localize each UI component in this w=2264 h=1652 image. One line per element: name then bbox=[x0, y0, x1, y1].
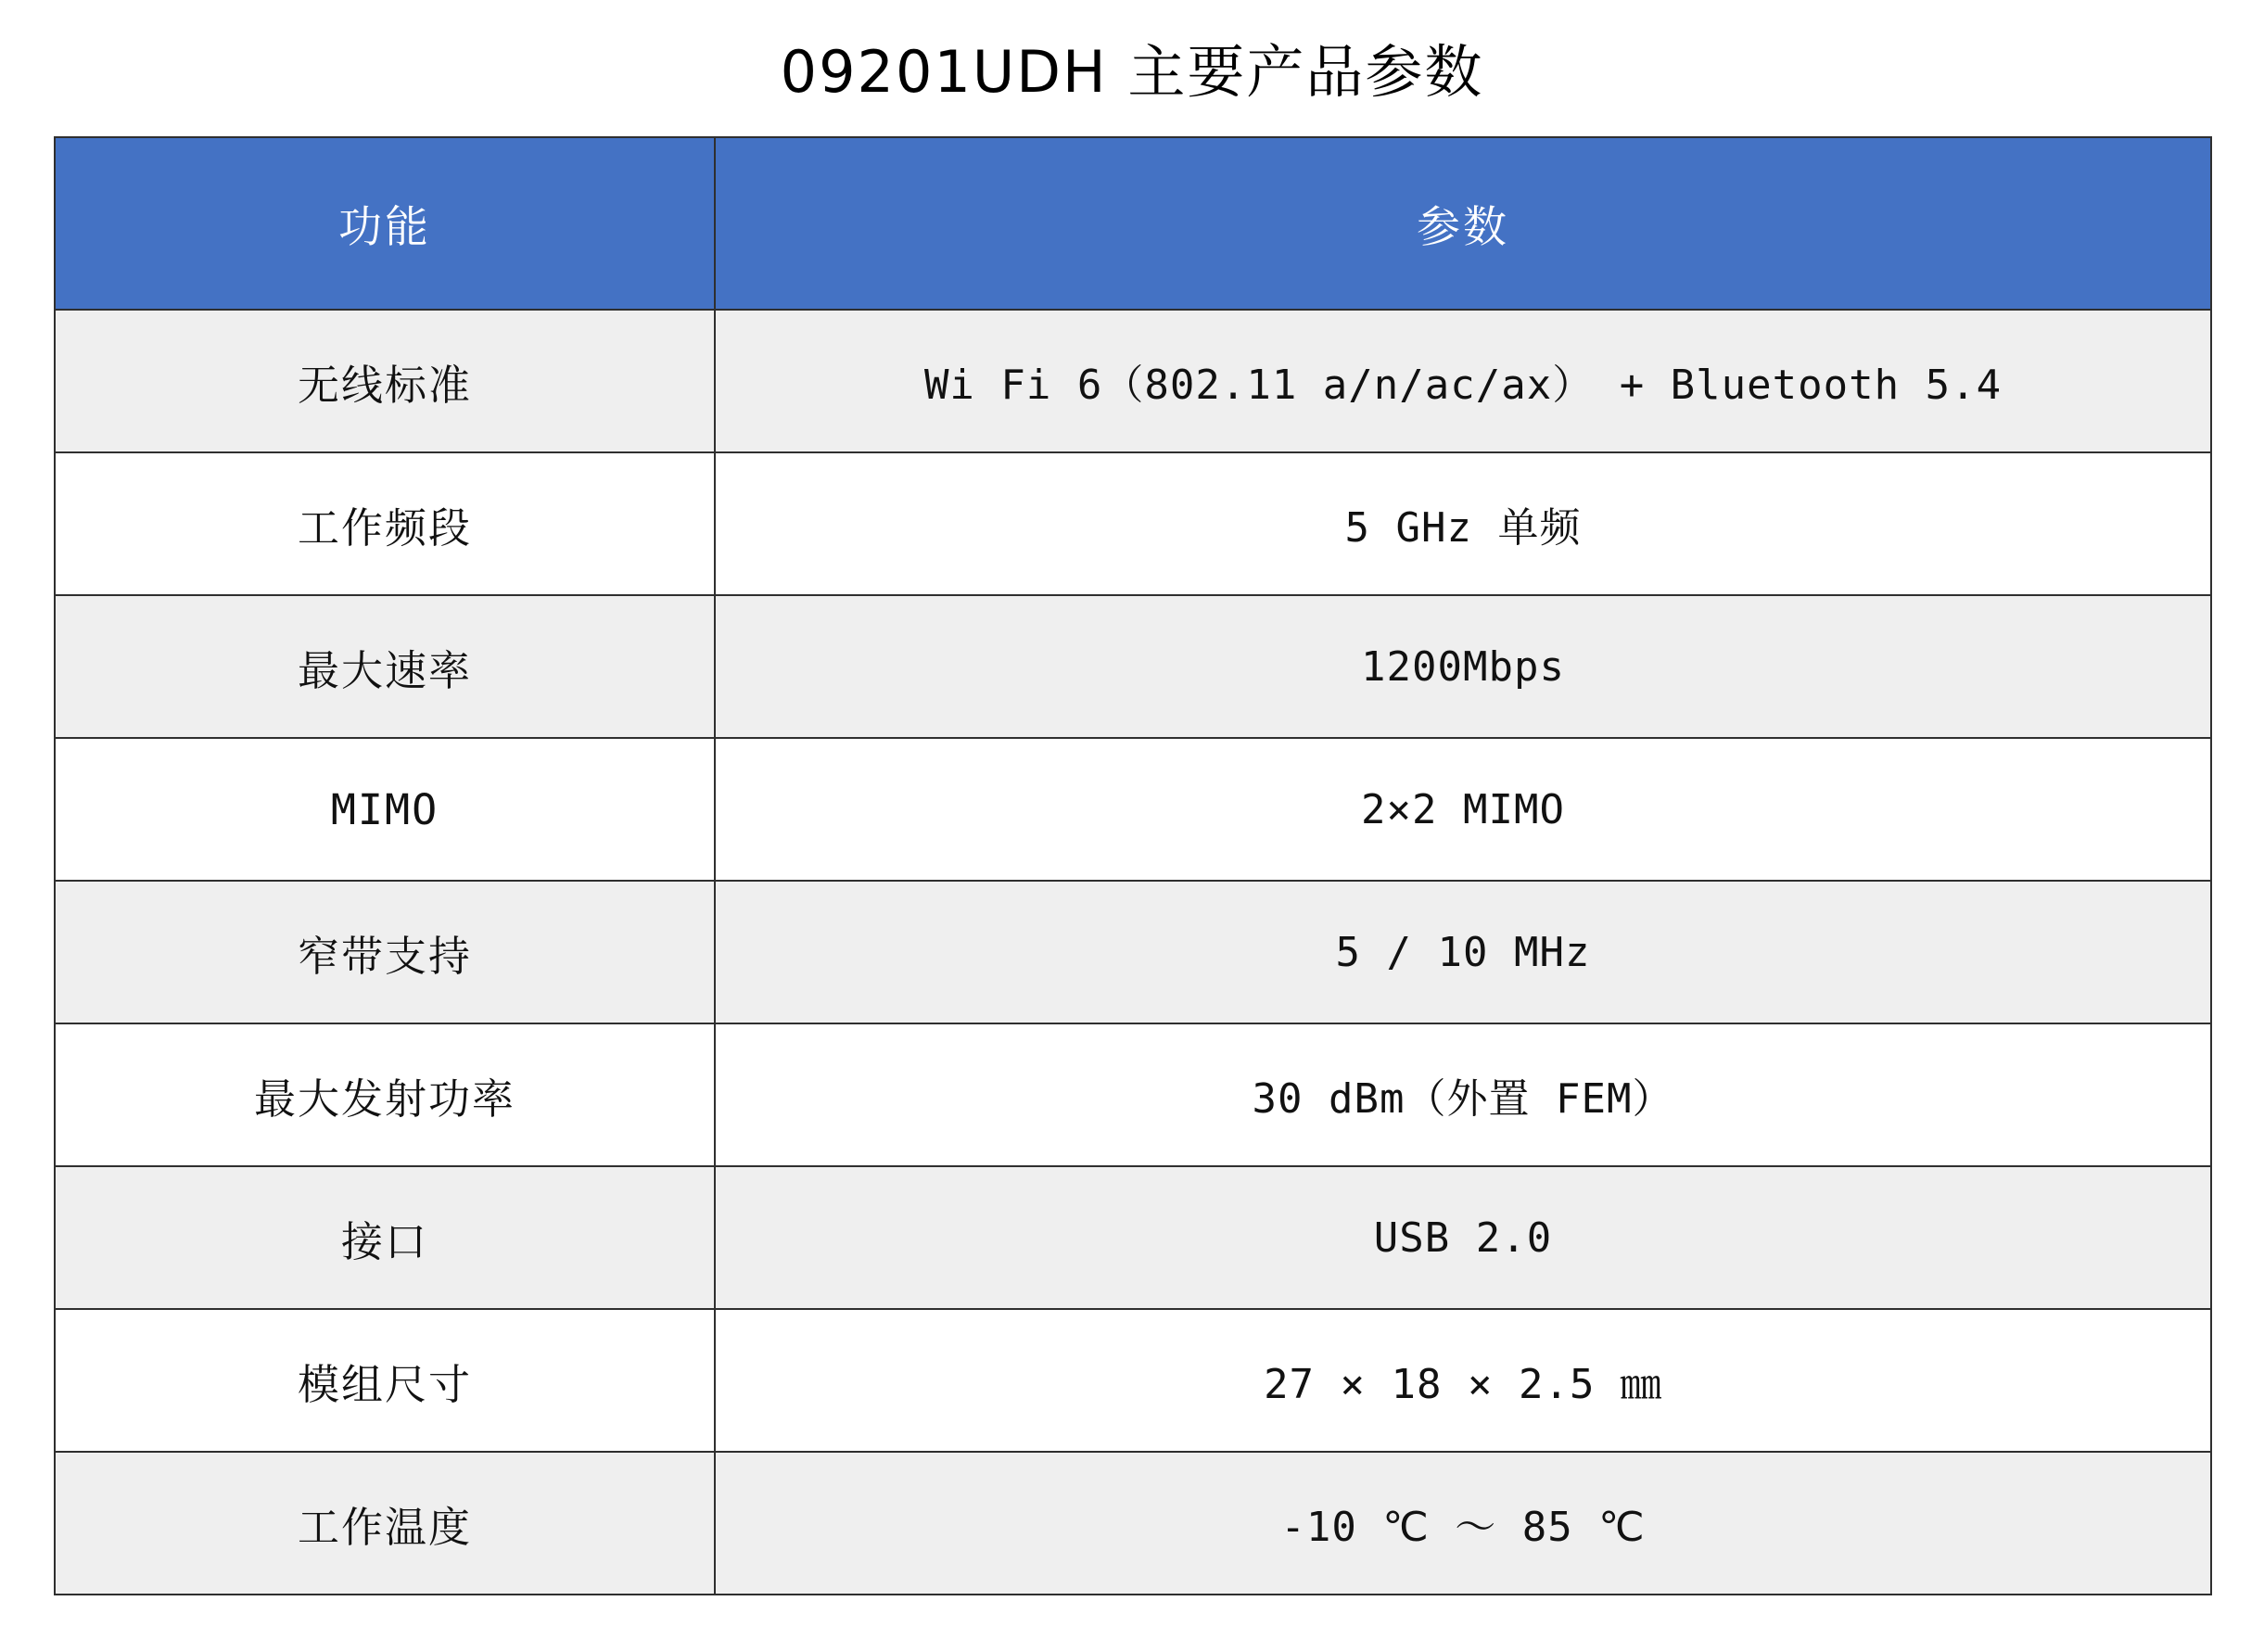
cell-function: 最大速率 bbox=[55, 595, 715, 738]
column-header-function: 功能 bbox=[55, 137, 715, 310]
cell-parameter: 2×2 MIMO bbox=[715, 738, 2211, 881]
table-body bbox=[55, 310, 2211, 1595]
cell-parameter: 30 dBm（外置 FEM） bbox=[715, 1023, 2211, 1166]
table-row bbox=[55, 452, 2211, 595]
product-spec-table bbox=[54, 136, 2212, 1595]
cell-parameter: 1200Mbps bbox=[715, 595, 2211, 738]
table-row bbox=[55, 310, 2211, 452]
table-header bbox=[55, 137, 2211, 310]
cell-function: 无线标准 bbox=[55, 310, 715, 452]
table-row bbox=[55, 595, 2211, 738]
table-row bbox=[55, 1309, 2211, 1452]
cell-parameter: -10 ℃ ～ 85 ℃ bbox=[715, 1452, 2211, 1595]
cell-parameter: USB 2.0 bbox=[715, 1166, 2211, 1309]
cell-parameter: 5 / 10 MHz bbox=[715, 881, 2211, 1023]
cell-parameter: 27 × 18 × 2.5 ㎜ bbox=[715, 1309, 2211, 1452]
cell-function: 接口 bbox=[55, 1166, 715, 1309]
table-row bbox=[55, 1023, 2211, 1166]
table-row bbox=[55, 1166, 2211, 1309]
cell-parameter: Wi Fi 6（802.11 a/n/ac/ax） + Bluetooth 5.4 bbox=[715, 310, 2211, 452]
cell-function: 模组尺寸 bbox=[55, 1309, 715, 1452]
cell-function: 工作频段 bbox=[55, 452, 715, 595]
table-row bbox=[55, 738, 2211, 881]
cell-function: 窄带支持 bbox=[55, 881, 715, 1023]
page-title: 09201UDH 主要产品参数 bbox=[780, 38, 1484, 106]
cell-parameter: 5 GHz 单频 bbox=[715, 452, 2211, 595]
column-header-parameter: 参数 bbox=[715, 137, 2211, 310]
table-row bbox=[55, 1452, 2211, 1595]
cell-function: 工作温度 bbox=[55, 1452, 715, 1595]
cell-function: 最大发射功率 bbox=[55, 1023, 715, 1166]
table-row bbox=[55, 881, 2211, 1023]
table-header-row bbox=[55, 137, 2211, 310]
spec-table-container bbox=[0, 136, 2264, 1595]
cell-function: MIMO bbox=[55, 738, 715, 881]
